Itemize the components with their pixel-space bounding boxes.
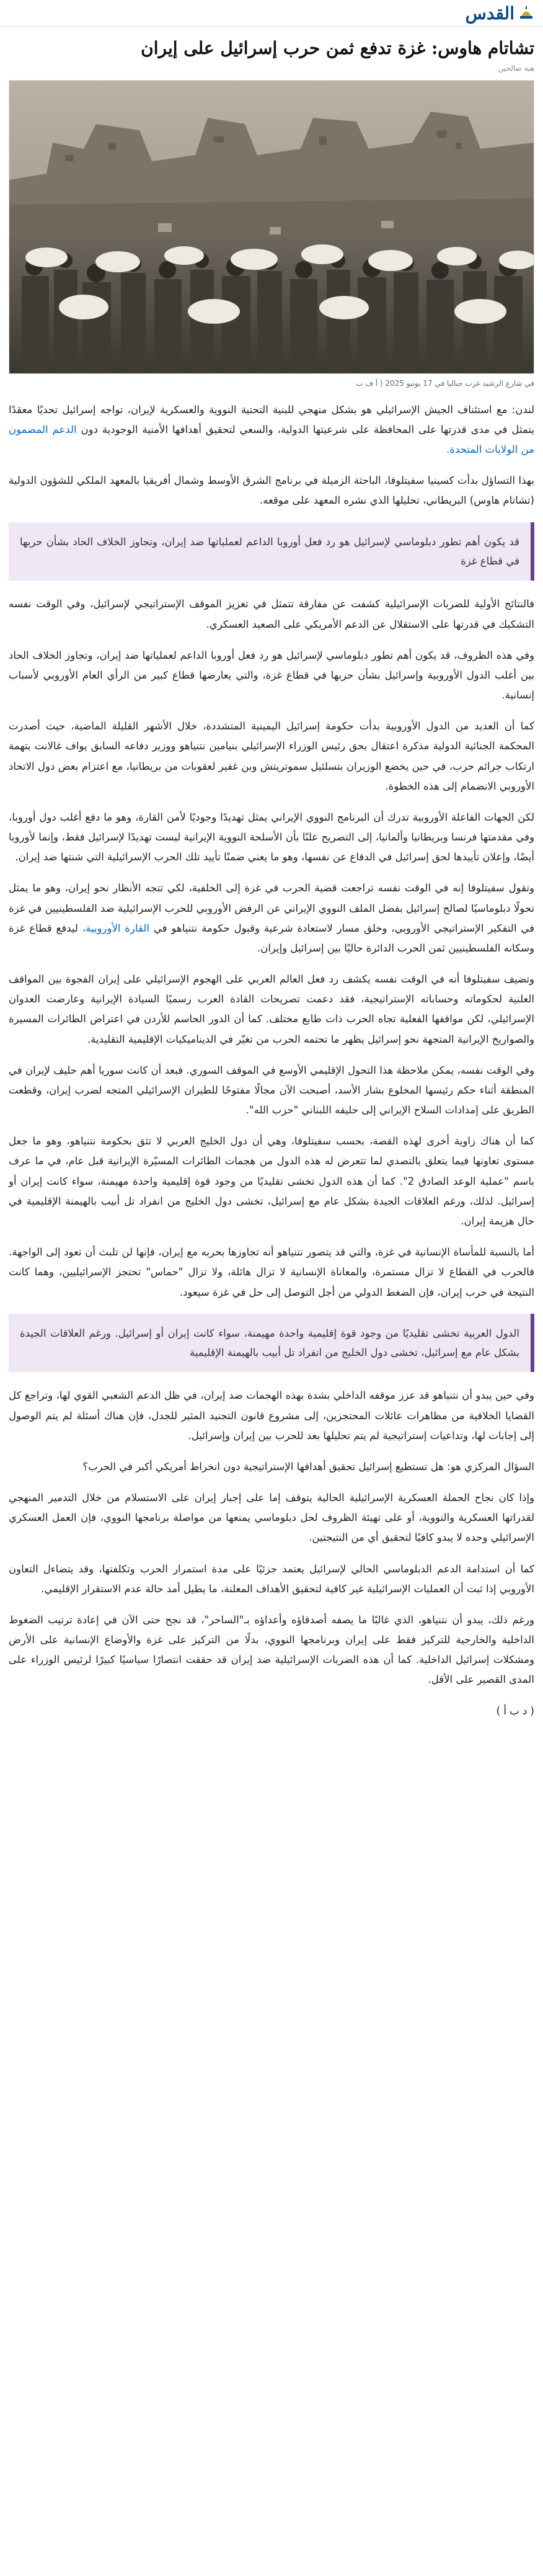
article-paragraph: لكن الجهات الفاعلة الأوروبية تدرك أن البرنامج النووي الإيراني يمثل تهديدًا وجوديًا لأمن القارة، وهو ما دفع أغلب دول أوروبا، وفي مقدمتها فرنسا وبريطانيا وألمانيا، إلى التصريح علنًا بأن الأسلحة النووية الإيرانية ليست تهديدًا لإسرائيل فقط، وإنما لأوروبا أيضًا، وإعلان تأييدها لحق إسرائيل في الدفاع عن نفسها، وهو ما يعني ضمنًا تأييد تلك الحرب الإسرائيلية التي شنتها ضد إيران.	[9, 811, 534, 863]
article-paragraph: كما أن استدامة الدعم الدبلوماسي الحالي لإسرائيل يعتمد جزئيًا على مدة استمرار الحرب وتكلفتها، وقد يتضاءل التعاون الأوروبي إذا ثبت أن العمليات الإسرائيلية غير كافية لتحقيق الأهداف المعلنة، ما يطيل أمد حالة عدم الاستقرار الإقليمي.	[9, 1562, 534, 1595]
article-paragraph: وفي حين يبدو أن نتنياهو قد عزز موقفه الداخلي بشدة بهذه الهجمات ضد إيران، في ظل الدعم الشعبي القوي لها، وتراجع كل القضايا الخلافية من مظاهرات عائلات المحتجزين، إلى مشروع قانون التجنيد المثير للجدل، فإن هناك أسئلة لم يتم الوصول إلى إجابات لها، وتداعيات إستراتيجية لم يتم تحليلها بعد للحرب بين إيران وإسرائيل.	[9, 1389, 534, 1442]
pull-quote-text: الدول العربية تخشى تقليديًا من وجود قوة إقليمية واحدة مهيمنة، سواء كانت إيران أو إسرائيل. ورغم العلاقات الجيدة بشكل عام مع إسرائيل، تخشى دول الخليج من انفراد تل أبيب بالهيمنة الإقليمية	[20, 1327, 519, 1359]
article-credit: ( د ب أ )	[496, 1705, 534, 1717]
article-paragraph	[9, 400, 534, 460]
article-byline: هبة صالحين	[498, 63, 534, 73]
image-caption: في شارع الرشيد غرب جباليا في 17 يونيو 2025 ( أ ف ب	[356, 378, 534, 388]
pull-quote-text: قد يكون أهم تطور دبلوماسي لإسرائيل هو رد فعل أوروبا الداعم لعملياتها ضد إيران، وتجاوز الخلاف الحاد بشأن حربها في قطاع غزة	[20, 535, 519, 567]
paragraph-text: وتقول سفيتلوفا إنه في الوقت نفسه تراجعت قضية الحرب في غزة إلى الخلفية، لكي تتجه الأنظار نحو إيران، وهو ما يمثل تحولًا دبلوماسيًا لصالح إسرائيل بفضل الملف النووي الإيراني عن الرفض الأوروبي للحرب الإسرائيلية ضد الفلسطينيين في غزة في التفكير الإستراتيجي الأوروبي، وخلق مسار لاستعادة شرعية وقبول حكومة نتنياهو في	[9, 882, 534, 934]
dome-icon	[518, 5, 534, 21]
article-link[interactable]: القارة الأوروبية،	[82, 922, 149, 934]
article-paragraph: بهذا التساؤل بدأت كسينيا سفيتلوفا، الباحثة الزميلة في برنامج الشرق الأوسط وشمال أفريقيا بالمعهد الملكي للشؤون الدولية (تشاتام هاوس) البريطاني، تحليلها الذي نشره المعهد على موقعه.	[9, 475, 534, 507]
article-paragraph: وإذا كان نجاح الحملة العسكرية الإسرائيلية الحالية يتوقف إما على إجبار إيران على الاستسلام من خلال التدمير المنهجي لقدراتها العسكرية والنووية، أو على تهيئة الظروف لحل دبلوماسي يمنعها من مواصلة برنامجها النووي، فإن العمل العسكري الإسرائيلي وحده لا يبدو كافيًا لتحقيق أي من النتيجتين.	[9, 1492, 534, 1544]
pull-quote	[9, 1314, 534, 1373]
article-paragraph: كما أن هناك زاوية أخرى لهذه القصة، بحسب سفيتلوفا، وهي أن دول الخليج العربي لا تثق بحكومة نتنياهو، وهو ما جعل مستوى تعاونها فيما يتعلق بالتصدي لما تتعرض له هذه الدول من هجمات الطائرات المسيّرة الإيرانية قبل عام، في ما عرف باسم "عملية الوعد الصادق 2". كما أن هذه الدول تخشى تقليديًا من وجود قوة إقليمية واحدة مهيمنة، سواء كانت إيران أو إسرائيل. لذلك، ورغم العلاقات الجيدة بشكل عام مع إسرائيل، تخشى دول الخليج من انفراد تل أبيب بالهيمنة الإقليمية في حال هزيمة إيران.	[9, 1135, 534, 1227]
article-body	[0, 400, 543, 1721]
article-paragraph: كما أن العديد من الدول الأوروبية بدأت حكومة إسرائيل اليمينية المتشددة، خلال الأشهر القليلة الماضية، حيث أصدرت المحكمة الجنائية الدولية مذكرة اعتقال بحق رئيس الوزراء الإسرائيلي بنيامين نتنياهو ووزير دفاعه السابق يواف غالانت بتهمة ارتكاب جرائم حرب، في حين يخضع الوزيران بتسلئيل سموتريتش وبن غفير لعقوبات من بريطانيا، مع اعتزام بعض دول الاتحاد الأوروبي الانضمام إلى هذه الخطوة.	[9, 720, 534, 792]
paragraph-text: لندن: مع استئناف الجيش الإسرائيلي هو بشكل منهجي للبنية التحتية النووية والعسكرية لإيران، تواجه إسرائيل تحديًا معقدًا يتمثل في مدى قدرتها على المحافظة على شرعيتها الدولية، والسعي لتحقيق أهدافها الأمنية الوجودية دون	[9, 403, 535, 435]
article-paragraph: السؤال المركزي هو: هل تستطيع إسرائيل تحقيق أهدافها الإستراتيجية دون انخراط أمريكي أكبر في الحرب؟	[82, 1460, 534, 1473]
article-paragraph: فالنتائج الأولية للضربات الإسرائيلية كشفت عن مفارقة تتمثل في تعزيز الموقف الإستراتيجي لإسرائيل، وفي الوقت نفسه التشكيك في قدرتها على الاستقلال عن الدعم الأمريكي على الصعيد العسكري.	[9, 598, 534, 630]
article-link[interactable]: الدعم المضمون من الولايات المتحدة.	[9, 423, 534, 456]
logo-text: القدس	[465, 2, 514, 24]
article-paragraph: وفي الوقت نفسه، يمكن ملاحظة هذا التحول الإقليمي الأوسع في الموقف السوري. فبعد أن كانت سوريا أهم حليف لإيران في المنطقة أثناء حكم رئيسها المخلوع بشار الأسد، أصبحت الآن مجالًا مفتوحًا للطيران الإسرائيلي المتجه لضرب إيران، وقطعت الطريق على إمدادات السلاح الإيراني إلى حليفه اللبناني "حزب الله".	[9, 1064, 534, 1116]
article-paragraph: وفي هذه الظروف، قد يكون أهم تطور دبلوماسي لإسرائيل هو رد فعل أوروبا الداعم لعملياتها ضد إيران، وتجاوز الخلاف الحاد بين أغلب الدول الأوروبية وإسرائيل بشأن حربها في قطاع غزة، والتي يعارضها قطاع كبير من الرأي العام الأوروبي لأسباب إنسانية.	[9, 649, 534, 702]
pull-quote	[9, 522, 534, 581]
hero-image	[9, 80, 534, 374]
article-paragraph: ورغم ذلك، يبدو أن نتنياهو، الذي غالبًا ما يصفه أصدقاؤه وأعداؤه بـ"الساحر"، قد نجح حتى الآن في إعادة ترتيب الضغوط الداخلية والخارجية للتركيز فقط على إيران وبرنامجها النووي، بدلًا من التركيز على غزة والأوضاع الإنسانية على الأرض ومشكلات إسرائيل الداخلية. كما أن هذه الضربات الإسرائيلية ضد إيران قد حققت انتصارًا سياسيًا كبيرًا لرئيس الوزراء على المدى القصير على الأقل.	[9, 1613, 534, 1686]
article-paragraph	[9, 878, 534, 958]
article-title: تشاتام هاوس: غزة تدفع ثمن حرب إسرائيل على إيران	[141, 38, 534, 58]
article-paragraph: وتضيف سفيتلوفا أنه في الوقت نفسه يكشف رد فعل العالم العربي على الهجوم الإسرائيلي على إيران الفجوة بين المواقف العلنية لحكوماته وحساباته الإستراتيجية، فقد دعمت تصريحات القادة العرب رسميًا السيادة الإيرانية وعارضت العدوان الإسرائيلي، لكن مواقفها الفعلية تجاه الحرب ذات طابع مختلف. كما أن الدور الحاسم للأردن في اعتراض الطائرات المسيرة والصواريخ الإيرانية المتجهة نحو إسرائيل يظهر ما تحتمه الحرب من تغيّر في الديناميكيات الإقليمية التقليدية.	[9, 973, 534, 1045]
crowd-photo	[9, 81, 534, 373]
article-paragraph: أما بالنسبة للمأساة الإنسانية في غزة، والتي قد يتصور نتنياهو أنه تجاوزها بحربه مع إيران، فإنها لن تلبث أن تعود إلى الواجهة. فالحرب في القطاع لا تزال مستمرة، والمعاناة الإنسانية لا تزال هائلة، ولا تزال "حماس" تحتجز الإسرائيليين، وهما كانت النتيجة في حرب إيران، فإن الضغط الدولي من أجل التوصل إلى حل في غزة سيعود.	[9, 1246, 534, 1298]
paragraph-text: ليدفع قطاع غزة وسكانه الفلسطينيين ثمن الحرب الدائرة حاليًا بين إسرائيل وإيران.	[9, 922, 534, 954]
page-bottom-spacer	[0, 1732, 543, 1807]
site-header	[0, 0, 543, 27]
site-logo[interactable]	[466, 3, 534, 24]
